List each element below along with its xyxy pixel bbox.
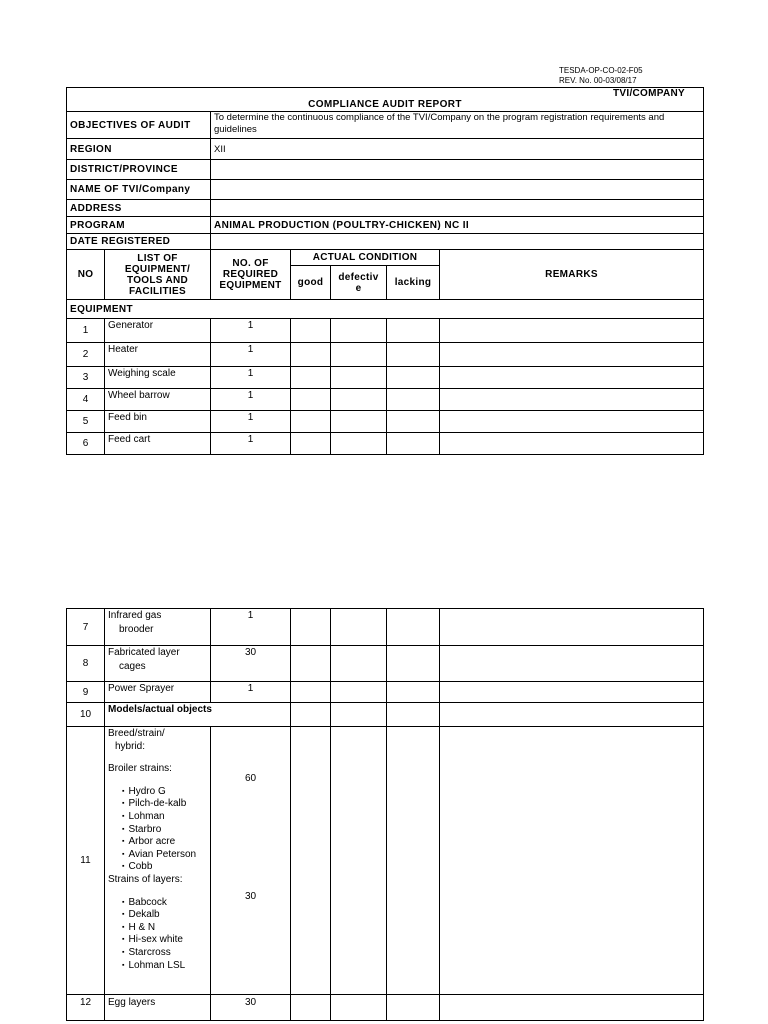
list-item: ▪ Babcock	[122, 897, 207, 910]
program-value: ANIMAL PRODUCTION (POULTRY-CHICKEN) NC II	[211, 217, 704, 234]
audit-table-continued	[66, 608, 704, 1021]
row-no: 9	[67, 682, 105, 703]
list-item: ▪ H & N	[122, 922, 207, 935]
row-item-line: Infrared gas	[108, 610, 162, 621]
broiler-heading: Broiler strains:	[108, 763, 172, 775]
good-cell	[291, 389, 331, 411]
good-cell	[291, 411, 331, 433]
good-cell	[291, 609, 331, 646]
table-row	[67, 367, 704, 389]
table-row	[67, 646, 704, 682]
district-label: DISTRICT/PROVINCE	[67, 160, 211, 180]
defective-cell	[331, 682, 387, 703]
layer-heading: Strains of layers:	[108, 873, 183, 885]
row-qty: 1	[211, 609, 291, 646]
defective-cell	[331, 389, 387, 411]
doc-code: TESDA-OP-CO-02-F05	[559, 66, 643, 75]
remarks-cell	[440, 367, 704, 389]
row-qty: 1	[211, 411, 291, 433]
table-row	[67, 411, 704, 433]
row-item	[105, 609, 211, 646]
strain-qty-cell	[211, 727, 291, 995]
good-cell	[291, 727, 331, 995]
table-row	[67, 319, 704, 343]
defective-cell	[331, 727, 387, 995]
good-cell	[291, 433, 331, 455]
good-cell	[291, 343, 331, 367]
lacking-cell	[387, 995, 440, 1021]
defective-cell	[331, 609, 387, 646]
col-no-header: NO	[67, 250, 105, 300]
strain-intro: hybrid:	[115, 740, 146, 752]
date-label: DATE REGISTERED	[67, 234, 211, 250]
strain-intro: Breed/strain/	[108, 728, 165, 739]
list-item: ▪ Pilch-de-kalb	[122, 798, 207, 811]
date-value	[211, 234, 704, 250]
section-equipment: EQUIPMENT	[67, 300, 704, 319]
good-cell	[291, 995, 331, 1021]
name-value	[211, 180, 704, 200]
table-row	[67, 703, 704, 727]
lacking-cell	[387, 646, 440, 682]
table-row	[67, 609, 704, 646]
remarks-cell	[440, 389, 704, 411]
row-qty: 1	[211, 319, 291, 343]
remarks-cell	[440, 411, 704, 433]
audit-table	[66, 87, 704, 455]
defective-cell	[331, 319, 387, 343]
table-row	[67, 727, 704, 995]
row-no: 11	[67, 727, 105, 995]
program-label: PROGRAM	[67, 217, 211, 234]
lacking-cell	[387, 367, 440, 389]
row-no: 12	[67, 995, 105, 1021]
defective-cell	[331, 343, 387, 367]
row-no: 5	[67, 411, 105, 433]
good-cell	[291, 703, 331, 727]
table-row	[67, 995, 704, 1021]
row-qty: 1	[211, 367, 291, 389]
good-cell	[291, 646, 331, 682]
col-actual-header: ACTUAL CONDITION	[291, 250, 440, 266]
remarks-cell	[440, 343, 704, 367]
row-item-line: brooder	[119, 624, 154, 635]
list-item: ▪ Lohman LSL	[122, 960, 207, 973]
remarks-cell	[440, 727, 704, 995]
row-no: 1	[67, 319, 105, 343]
broiler-list	[108, 786, 207, 874]
strain-list	[105, 727, 211, 995]
lacking-cell	[387, 682, 440, 703]
models-label: Models/actual objects	[105, 703, 291, 727]
row-item: Feed cart	[105, 433, 211, 455]
list-item: ▪ Arbor acre	[122, 836, 207, 849]
list-item: ▪ Cobb	[122, 861, 207, 874]
col-lacking-header: lacking	[387, 266, 440, 300]
row-no: 8	[67, 646, 105, 682]
lacking-cell	[387, 703, 440, 727]
row-item: Heater	[105, 343, 211, 367]
list-item: ▪ Dekalb	[122, 909, 207, 922]
row-item: Power Sprayer	[105, 682, 211, 703]
lacking-cell	[387, 389, 440, 411]
good-cell	[291, 367, 331, 389]
remarks-cell	[440, 646, 704, 682]
address-value	[211, 200, 704, 217]
row-no: 6	[67, 433, 105, 455]
table-row	[67, 389, 704, 411]
address-label: ADDRESS	[67, 200, 211, 217]
col-defective-header: defectiv e	[331, 266, 387, 300]
lacking-cell	[387, 411, 440, 433]
col-good-header: good	[291, 266, 331, 300]
region-value: XII	[211, 139, 704, 160]
row-qty: 1	[211, 389, 291, 411]
lacking-cell	[387, 727, 440, 995]
layer-list	[108, 897, 207, 973]
title-cell	[67, 88, 704, 112]
table-row	[67, 343, 704, 367]
row-qty: 30	[211, 995, 291, 1021]
objectives-label: OBJECTIVES OF AUDIT	[67, 112, 211, 139]
objectives-value: To determine the continuous compliance of the TVI/Company on the program registration requirements and guidelines	[211, 112, 704, 139]
list-item: ▪ Avian Peterson	[122, 849, 207, 862]
row-qty: 30	[211, 646, 291, 682]
row-item: Egg layers	[105, 995, 211, 1021]
row-no: 4	[67, 389, 105, 411]
remarks-cell	[440, 682, 704, 703]
rev-number: REV. No. 00-03/08/17	[559, 76, 637, 85]
lacking-cell	[387, 319, 440, 343]
district-value	[211, 160, 704, 180]
region-label: REGION	[67, 139, 211, 160]
row-item-line: cages	[119, 661, 146, 672]
col-required-header: NO. OF REQUIRED EQUIPMENT	[211, 250, 291, 300]
entity-label: TVI/COMPANY	[613, 88, 686, 99]
good-cell	[291, 319, 331, 343]
name-label: NAME OF TVI/Company	[67, 180, 211, 200]
row-item	[105, 646, 211, 682]
row-item: Generator	[105, 319, 211, 343]
remarks-cell	[440, 609, 704, 646]
defective-cell	[331, 367, 387, 389]
layer-qty: 30	[244, 891, 257, 902]
lacking-cell	[387, 343, 440, 367]
col-remarks-header: REMARKS	[440, 250, 704, 300]
list-item: ▪ Hydro G	[122, 786, 207, 799]
good-cell	[291, 682, 331, 703]
report-title: COMPLIANCE AUDIT REPORT	[308, 99, 462, 110]
lacking-cell	[387, 609, 440, 646]
row-qty: 1	[211, 343, 291, 367]
row-no: 10	[67, 703, 105, 727]
list-item: ▪ Starcross	[122, 947, 207, 960]
col-list-header: LIST OF EQUIPMENT/ TOOLS AND FACILITIES	[105, 250, 211, 300]
table-row	[67, 433, 704, 455]
defective-cell	[331, 433, 387, 455]
row-item: Feed bin	[105, 411, 211, 433]
row-no: 7	[67, 609, 105, 646]
list-item: ▪ Hi-sex white	[122, 934, 207, 947]
row-item: Weighing scale	[105, 367, 211, 389]
defective-cell	[331, 703, 387, 727]
defective-cell	[331, 646, 387, 682]
broiler-qty: 60	[244, 773, 257, 784]
list-item: ▪ Starbro	[122, 824, 207, 837]
defective-cell	[331, 995, 387, 1021]
remarks-cell	[440, 319, 704, 343]
defective-cell	[331, 411, 387, 433]
lacking-cell	[387, 433, 440, 455]
remarks-cell	[440, 703, 704, 727]
row-item-line: Fabricated layer	[108, 647, 180, 658]
row-item: Wheel barrow	[105, 389, 211, 411]
row-no: 2	[67, 343, 105, 367]
list-item: ▪ Lohman	[122, 811, 207, 824]
remarks-cell	[440, 995, 704, 1021]
remarks-cell	[440, 433, 704, 455]
row-no: 3	[67, 367, 105, 389]
table-row	[67, 682, 704, 703]
row-qty: 1	[211, 682, 291, 703]
row-qty: 1	[211, 433, 291, 455]
